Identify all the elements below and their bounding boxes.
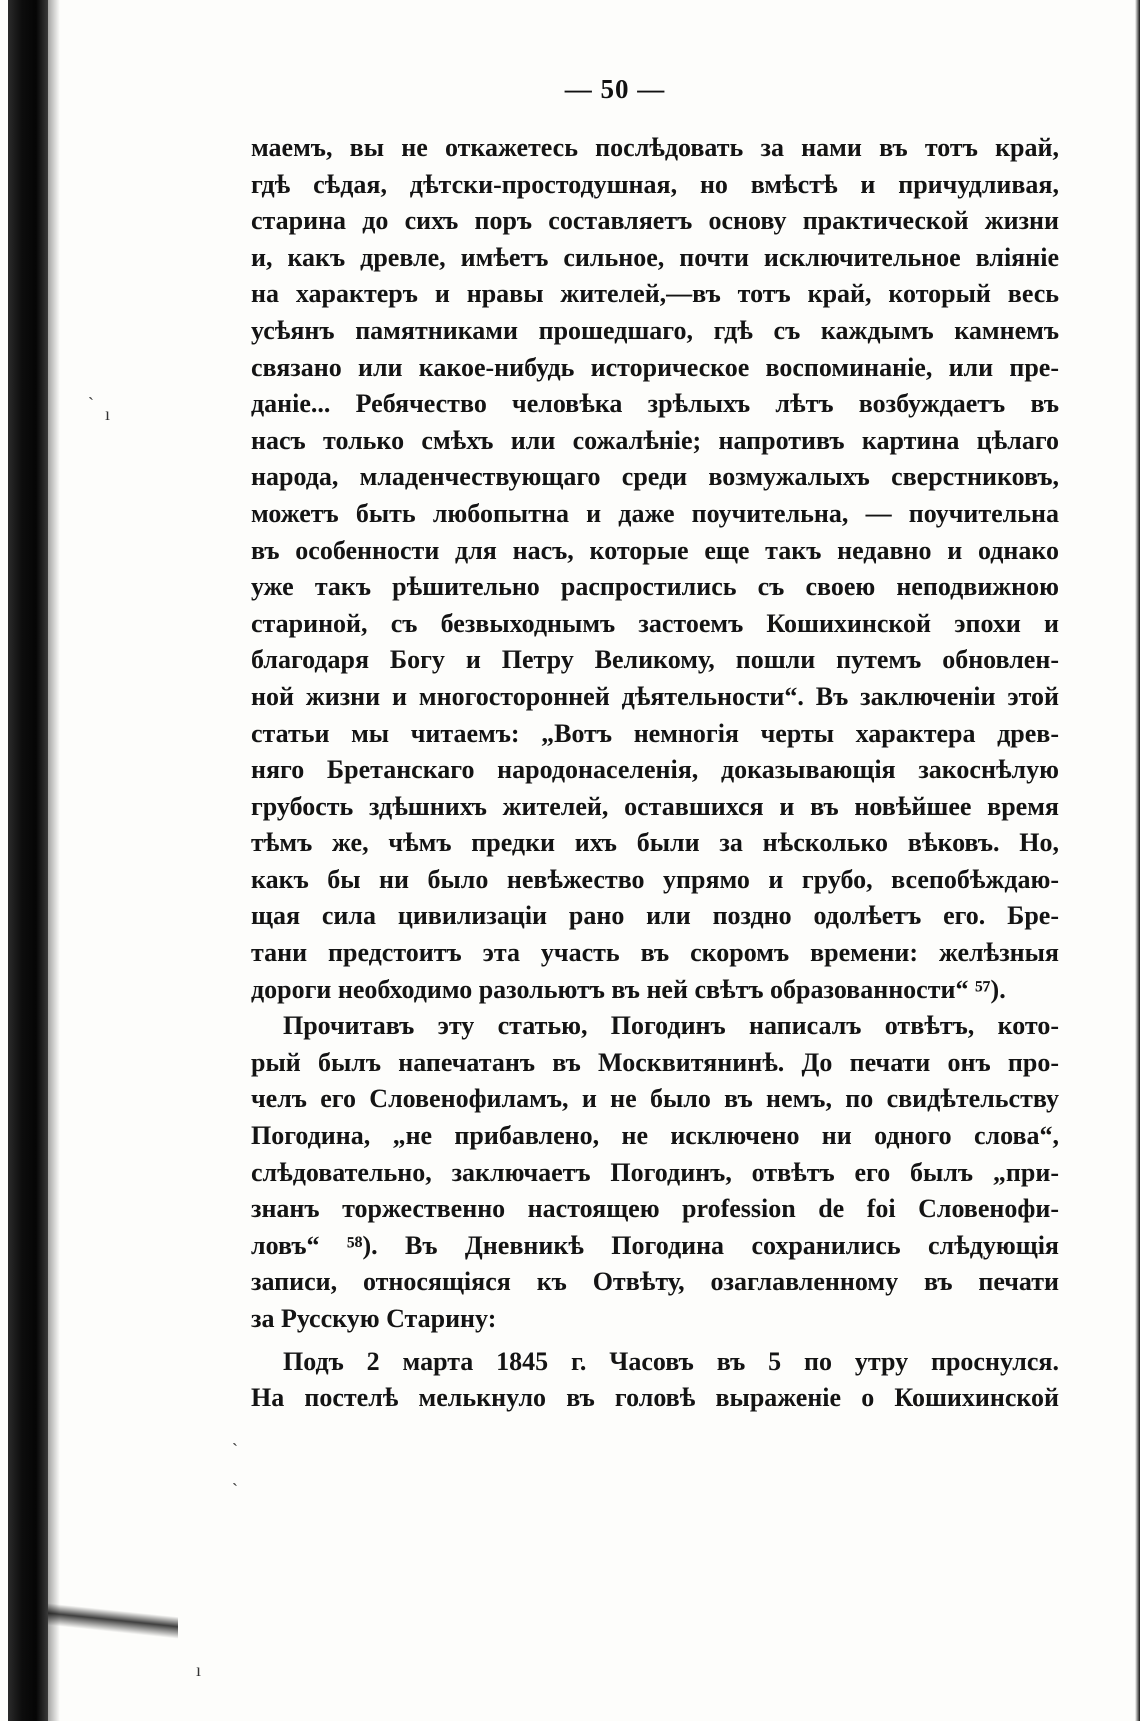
- margin-speck: `: [232, 1480, 238, 1500]
- text-line: статьи мы читаемъ: „Вотъ немногія черты характера древ-: [251, 718, 1059, 748]
- text-line: въ особенности для насъ, которые еще такъ недавно и однако: [251, 535, 1059, 565]
- binding-shadow: [48, 0, 60, 1721]
- text-line: можетъ быть любопытна и даже поучительна, — поучительна: [251, 498, 1059, 528]
- margin-speck: ı: [196, 1660, 202, 1680]
- text-line: щая сила цивилизаціи рано или поздно одолѣетъ его. Бре-: [251, 901, 1059, 931]
- text-line: маемъ, вы не откажетесь послѣдовать за нами въ тотъ край,: [251, 133, 1059, 162]
- text-line: насъ только смѣхъ или сожалѣніе; напротивъ картина цѣлаго: [251, 425, 1059, 455]
- margin-speck: `: [232, 1440, 238, 1460]
- text-line: уже такъ рѣшительно распростились съ своею неподвижною: [251, 572, 1059, 602]
- text-line: ной жизни и многосторонней дѣятельности“. Въ заключеніи этой: [251, 681, 1059, 711]
- text-line: тѣмъ же, чѣмъ предки ихъ были за нѣсколько вѣковъ. Но,: [251, 828, 1059, 858]
- text-line: На постелѣ мелькнуло въ головѣ выраженіе о Кошихинской: [251, 1383, 1059, 1413]
- binding-edge: [8, 0, 48, 1721]
- text-line: связано или какое-нибудь историческое воспоминаніе, или пре-: [251, 352, 1059, 382]
- text-line: даніе... Ребячество человѣка зрѣлыхъ лѣтъ возбуждаетъ въ: [251, 389, 1059, 419]
- text-line: на характеръ и нравы жителей,—въ тотъ край, который весь: [251, 279, 1059, 309]
- text-line: челъ его Словенофиламъ, и не было въ немъ, по свидѣтельству: [251, 1084, 1059, 1114]
- text-line: ловъ“ ⁵⁸). Въ Дневникѣ Погодина сохранились слѣдующія: [251, 1230, 1059, 1260]
- text-line: Прочитавъ эту статью, Погодинъ написалъ отвѣтъ, кото-: [283, 1011, 1059, 1041]
- text-line: тани предстоитъ эта участь въ скоромъ времени: желѣзныя: [251, 938, 1059, 968]
- page-number: — 50 —: [564, 74, 666, 104]
- text-line: записи, относящіяся къ Отвѣту, озаглавленному въ печати: [251, 1267, 1059, 1297]
- text-line: рый былъ напечатанъ въ Москвитянинѣ. До печати онъ про-: [251, 1047, 1059, 1077]
- text-line: благодаря Богу и Петру Великому, пошли путемъ обновлен-: [251, 645, 1059, 675]
- text-line: дороги необходимо разольютъ въ ней свѣтъ образованности“ ⁵⁷).: [251, 974, 1006, 1004]
- page-right-edge: [1135, 0, 1140, 1721]
- text-line: народа, младенчествующаго среди возмужалыхъ сверстниковъ,: [251, 462, 1059, 492]
- text-line: гдѣ сѣдая, дѣтски-простодушная, но вмѣстѣ и причудливая,: [251, 169, 1059, 199]
- text-line: за Русскую Старину:: [251, 1304, 497, 1333]
- text-line: Подъ 2 марта 1845 г. Часовъ въ 5 по утру проснулся.: [283, 1346, 1059, 1376]
- text-line: слѣдовательно, заключаетъ Погодинъ, отвѣтъ его былъ „при-: [251, 1157, 1059, 1187]
- text-line: и, какъ древле, имѣетъ сильное, почти исключительное вліяніе: [251, 242, 1059, 272]
- text-line: усѣянъ памятниками прошедшаго, гдѣ съ каждымъ камнемъ: [251, 315, 1059, 345]
- text-line: Погодина, „не прибавлено, не исключено ни одного слова“,: [251, 1121, 1059, 1151]
- text-line: грубость здѣшнихъ жителей, оставшихся и въ новѣйшее время: [251, 791, 1059, 821]
- text-line: какъ бы ни было невѣжество упрямо и грубо, всепобѣждаю-: [251, 864, 1059, 894]
- text-line: стариной, съ безвыходнымъ застоемъ Кошихинской эпохи и: [251, 608, 1059, 638]
- margin-speck: `: [88, 394, 94, 414]
- text-line: старина до сихъ поръ составляетъ основу практической жизни: [251, 206, 1059, 236]
- margin-speck: ı: [105, 404, 111, 424]
- body-text: [251, 130, 1059, 1417]
- binding-shadow-foot: [48, 1603, 178, 1639]
- text-line: няго Бретанскаго народонаселенія, доказывающія закоснѣлую: [251, 755, 1059, 785]
- text-line: знанъ торжественно настоящею profession de foi Словенофи-: [251, 1194, 1059, 1224]
